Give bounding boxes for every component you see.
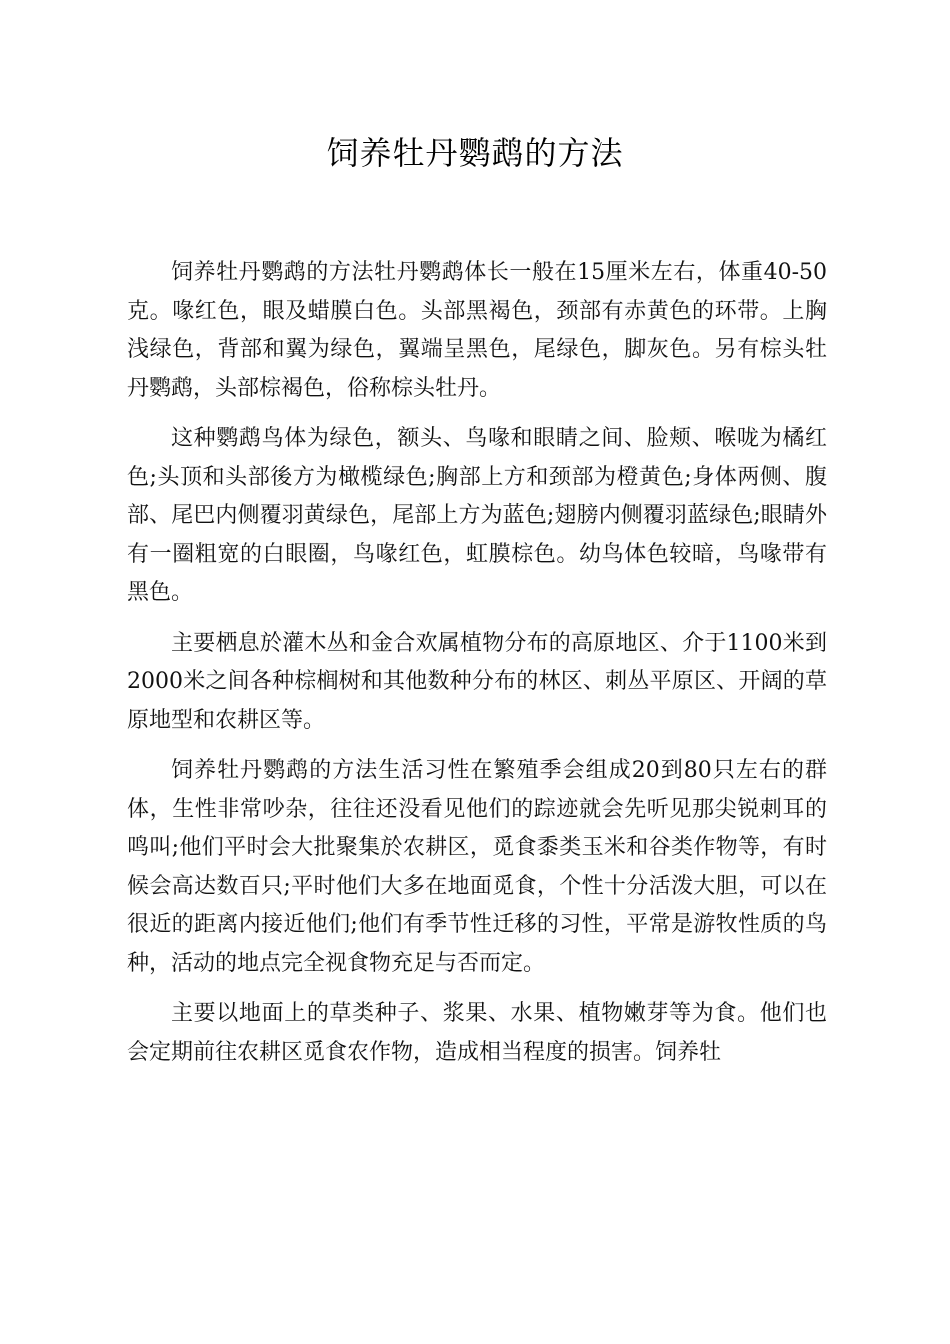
paragraph-habits: 饲养牡丹鹦鹉的方法生活习性在繁殖季会组成20到80只左右的群体，生性非常吵杂，往往还没看见他们的踪迹就会先听见那尖锐刺耳的鸣叫;他们平时会大批聚集於农耕区，觅食黍类玉米和谷类作物等，有时候会高达数百只;平时他们大多在地面觅食，个性十分活泼大胆，可以在很近的距离内接近他们;他们有季节性迁移的习性，平常是游牧性质的鸟种，活动的地点完全视食物充足与否而定。 — [127, 758, 827, 976]
paragraph-habitat: 主要栖息於灌木丛和金合欢属植物分布的高原地区、介于1100米到2000米之间各种棕榈树和其他数种分布的林区、刺丛平原区、开阔的草原地型和农耕区等。 — [127, 630, 827, 733]
document-body — [127, 254, 827, 1084]
paragraph-diet: 主要以地面上的草类种子、浆果、水果、植物嫩芽等为食。他们也会定期前往农耕区觅食农作物，造成相当程度的损害。饲养牡 — [127, 1001, 827, 1065]
paragraph-coloration: 这种鹦鹉鸟体为绿色，额头、鸟喙和眼睛之间、脸颊、喉咙为橘红色;头顶和头部後方为橄榄绿色;胸部上方和颈部为橙黄色;身体两侧、腹部、尾巴内侧覆羽黄绿色，尾部上方为蓝色;翅膀内侧覆羽蓝绿色;眼睛外有一圈粗宽的白眼圈，鸟喙红色，虹膜棕色。幼鸟体色较暗，鸟喙带有黑色。 — [127, 426, 827, 605]
document-title: 饲养牡丹鹦鹉的方法 — [326, 134, 624, 172]
paragraph-appearance: 饲养牡丹鹦鹉的方法牡丹鹦鹉体长一般在15厘米左右，体重40-50克。喙红色，眼及蜡膜白色。头部黑褐色，颈部有赤黄色的环带。上胸浅绿色，背部和翼为绿色，翼端呈黑色，尾绿色，脚灰色。另有棕头牡丹鹦鹉，头部棕褐色，俗称棕头牡丹。 — [127, 260, 827, 401]
